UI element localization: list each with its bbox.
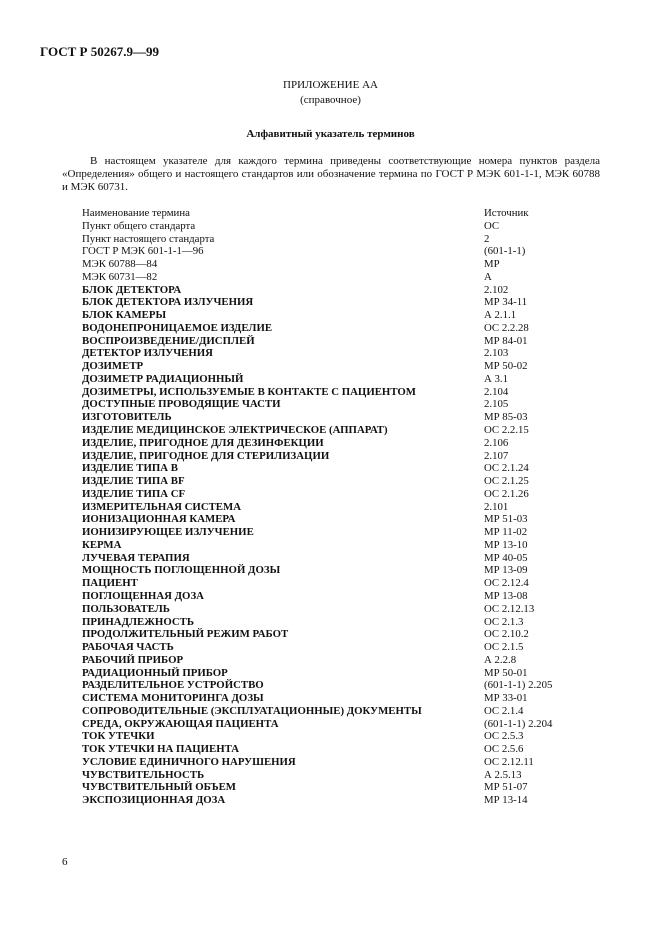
term-row xyxy=(82,296,602,309)
term-source: ОС 2.12.11 xyxy=(484,755,534,768)
term-source: МР 84-01 xyxy=(484,334,528,347)
term-source: (601-1-1) xyxy=(484,245,526,258)
term-source: ОС 2.12.4 xyxy=(484,577,529,590)
term-source: 2.102 xyxy=(484,283,509,296)
term-name: ИЗДЕЛИЕ, ПРИГОДНОЕ ДЛЯ ДЕЗИНФЕКЦИИ xyxy=(82,436,324,449)
term-source: МР 51-03 xyxy=(484,513,528,526)
term-row xyxy=(82,577,602,590)
page-number: 6 xyxy=(62,856,68,868)
term-source: ОС 2.1.4 xyxy=(484,704,524,717)
term-source: А 3.1 xyxy=(484,372,508,385)
term-source: ОС 2.10.2 xyxy=(484,628,529,641)
term-name: ИЗДЕЛИЕ ТИПА CF xyxy=(82,487,186,500)
term-name: ДЕТЕКТОР ИЗЛУЧЕНИЯ xyxy=(82,347,213,360)
term-row xyxy=(82,730,602,743)
appendix-subtitle: (справочное) xyxy=(300,94,361,106)
term-name: ИЗДЕЛИЕ, ПРИГОДНОЕ ДЛЯ СТЕРИЛИЗАЦИИ xyxy=(82,449,330,462)
legend-row xyxy=(82,258,602,271)
term-source: 2.101 xyxy=(484,500,509,513)
legend-row xyxy=(82,207,602,220)
term-name: ДОЗИМЕТР xyxy=(82,360,144,373)
term-name: ИЗГОТОВИТЕЛЬ xyxy=(82,411,172,424)
term-name: ПРИНАДЛЕЖНОСТЬ xyxy=(82,615,195,628)
term-source: МР 85-03 xyxy=(484,411,528,424)
term-name: ПОГЛОЩЕННАЯ ДОЗА xyxy=(82,589,204,602)
term-source: МР xyxy=(484,258,500,271)
term-name: ГОСТ Р МЭК 601-1-1—96 xyxy=(82,245,204,258)
term-row xyxy=(82,641,602,654)
term-name: РАБОЧИЙ ПРИБОР xyxy=(82,653,184,666)
term-row xyxy=(82,769,602,782)
term-name: Пункт настоящего стандарта xyxy=(82,232,215,245)
term-name: ВОДОНЕПРОНИЦАЕМОЕ ИЗДЕЛИЕ xyxy=(82,321,273,334)
term-name: СОПРОВОДИТЕЛЬНЫЕ (ЭКСПЛУАТАЦИОННЫЕ) ДОКУМЕНТЫ xyxy=(82,704,422,717)
term-row xyxy=(82,322,602,335)
term-row xyxy=(82,398,602,411)
term-name: ИОНИЗИРУЮЩЕЕ ИЗЛУЧЕНИЕ xyxy=(82,526,254,539)
term-index-list xyxy=(82,207,602,807)
term-source: ОС 2.1.5 xyxy=(484,641,524,654)
term-row xyxy=(82,552,602,565)
term-name: ПРОДОЛЖИТЕЛЬНЫЙ РЕЖИМ РАБОТ xyxy=(82,628,289,641)
term-source: ОС 2.1.25 xyxy=(484,475,529,488)
term-name: ИЗДЕЛИЕ ТИПА B xyxy=(82,462,178,475)
term-source: 2 xyxy=(484,232,490,245)
term-name: ПАЦИЕНТ xyxy=(82,577,138,590)
term-row xyxy=(82,450,602,463)
term-name: ЭКСПОЗИЦИОННАЯ ДОЗА xyxy=(82,794,226,807)
term-name: Пункт общего стандарта xyxy=(82,219,196,232)
term-row xyxy=(82,654,602,667)
term-name: ИЗДЕЛИЕ ТИПА BF xyxy=(82,475,185,488)
term-row xyxy=(82,411,602,424)
term-source: ОС 2.1.24 xyxy=(484,462,529,475)
term-row xyxy=(82,679,602,692)
term-source: МР 13-09 xyxy=(484,564,528,577)
term-row xyxy=(82,373,602,386)
term-name: ИОНИЗАЦИОННАЯ КАМЕРА xyxy=(82,513,236,526)
term-row xyxy=(82,667,602,680)
term-source: ОС 2.1.26 xyxy=(484,487,529,500)
term-name: СРЕДА, ОКРУЖАЮЩАЯ ПАЦИЕНТА xyxy=(82,717,279,730)
term-row xyxy=(82,628,602,641)
term-source: А xyxy=(484,270,492,283)
term-source: ОС 2.2.15 xyxy=(484,424,529,437)
term-name: МЭК 60788—84 xyxy=(82,258,158,271)
term-row xyxy=(82,794,602,807)
term-name: УСЛОВИЕ ЕДИНИЧНОГО НАРУШЕНИЯ xyxy=(82,755,296,768)
term-name: ИЗМЕРИТЕЛЬНАЯ СИСТЕМА xyxy=(82,500,242,513)
term-row xyxy=(82,705,602,718)
term-name: БЛОК ДЕТЕКТОРА xyxy=(82,283,182,296)
term-row xyxy=(82,424,602,437)
term-row xyxy=(82,743,602,756)
term-row xyxy=(82,386,602,399)
term-row xyxy=(82,475,602,488)
appendix-title: ПРИЛОЖЕНИЕ АА xyxy=(283,79,378,91)
term-name: БЛОК КАМЕРЫ xyxy=(82,309,167,322)
term-source: Источник xyxy=(484,207,529,219)
term-source: 2.104 xyxy=(484,385,509,398)
term-name: ТОК УТЕЧКИ xyxy=(82,730,155,743)
legend-row xyxy=(82,271,602,284)
term-source: МР 40-05 xyxy=(484,551,528,564)
term-row xyxy=(82,360,602,373)
legend-row xyxy=(82,245,602,258)
term-row xyxy=(82,437,602,450)
term-name: КЕРМА xyxy=(82,538,122,551)
term-name: ДОЗИМЕТР РАДИАЦИОННЫЙ xyxy=(82,372,244,385)
term-row xyxy=(82,501,602,514)
term-name: ДОЗИМЕТРЫ, ИСПОЛЬЗУЕМЫЕ В КОНТАКТЕ С ПАЦИЕНТОМ xyxy=(82,385,416,398)
term-source: МР 13-14 xyxy=(484,794,528,807)
term-row xyxy=(82,564,602,577)
legend-row xyxy=(82,233,602,246)
term-name: ПОЛЬЗОВАТЕЛЬ xyxy=(82,602,170,615)
term-name: ВОСПРОИЗВЕДЕНИЕ/ДИСПЛЕЙ xyxy=(82,334,255,347)
term-name: РАДИАЦИОННЫЙ ПРИБОР xyxy=(82,666,228,679)
term-source: А 2.1.1 xyxy=(484,309,517,322)
term-row xyxy=(82,335,602,348)
term-row xyxy=(82,616,602,629)
term-name: МОЩНОСТЬ ПОГЛОЩЕННОЙ ДОЗЫ xyxy=(82,564,281,577)
term-source: А 2.2.8 xyxy=(484,653,517,666)
term-name: МЭК 60731—82 xyxy=(82,270,158,283)
term-name: ЧУВСТВИТЕЛЬНЫЙ ОБЪЕМ xyxy=(82,781,236,794)
term-row xyxy=(82,539,602,552)
term-source: А 2.5.13 xyxy=(484,768,522,781)
legend-row xyxy=(82,220,602,233)
term-source: 2.106 xyxy=(484,436,509,449)
term-source: МР 13-08 xyxy=(484,589,528,602)
term-name: ЧУВСТВИТЕЛЬНОСТЬ xyxy=(82,768,205,781)
term-row xyxy=(82,462,602,475)
term-name: РАЗДЕЛИТЕЛЬНОЕ УСТРОЙСТВО xyxy=(82,679,264,692)
term-row xyxy=(82,603,602,616)
term-name: РАБОЧАЯ ЧАСТЬ xyxy=(82,641,174,654)
term-row xyxy=(82,590,602,603)
term-source: МР 13-10 xyxy=(484,538,528,551)
term-source: ОС 2.12.13 xyxy=(484,602,535,615)
term-source: ОС 2.5.3 xyxy=(484,730,524,743)
term-source: МР 34-11 xyxy=(484,296,528,309)
term-row xyxy=(82,347,602,360)
term-row xyxy=(82,718,602,731)
term-source: (601-1-1) 2.204 xyxy=(484,717,553,730)
document-header: ГОСТ Р 50267.9—99 xyxy=(40,44,159,59)
term-row xyxy=(82,781,602,794)
term-row xyxy=(82,284,602,297)
term-source: МР 51-07 xyxy=(484,781,528,794)
term-source: ОС 2.1.3 xyxy=(484,615,524,628)
term-source: 2.107 xyxy=(484,449,509,462)
term-row xyxy=(82,526,602,539)
term-row xyxy=(82,488,602,501)
term-name: ДОСТУПНЫЕ ПРОВОДЯЩИЕ ЧАСТИ xyxy=(82,398,281,411)
term-name: БЛОК ДЕТЕКТОРА ИЗЛУЧЕНИЯ xyxy=(82,296,254,309)
term-source: МР 33-01 xyxy=(484,692,528,705)
term-source: МР 50-02 xyxy=(484,360,528,373)
term-source: 2.103 xyxy=(484,347,509,360)
term-source: МР 50-01 xyxy=(484,666,528,679)
term-row xyxy=(82,756,602,769)
term-name: СИСТЕМА МОНИТОРИНГА ДОЗЫ xyxy=(82,692,264,705)
term-row xyxy=(82,309,602,322)
term-source: (601-1-1) 2.205 xyxy=(484,679,553,692)
term-source: ОС 2.2.28 xyxy=(484,321,529,334)
term-source: 2.105 xyxy=(484,398,509,411)
term-name: ТОК УТЕЧКИ НА ПАЦИЕНТА xyxy=(82,743,240,756)
term-name: ИЗДЕЛИЕ МЕДИЦИНСКОЕ ЭЛЕКТРИЧЕСКОЕ (АППАРАТ) xyxy=(82,424,388,437)
term-name: ЛУЧЕВАЯ ТЕРАПИЯ xyxy=(82,551,190,564)
intro-paragraph: В настоящем указателе для каждого термина приведены соответствующие номера пунктов раздела «Определения» общего и настоящего стандартов или обозначение термина по ГОСТ Р МЭК 601-1-1, МЭК 60788 и МЭК 60731. xyxy=(62,155,600,193)
term-source: ОС 2.5.6 xyxy=(484,743,524,756)
term-row xyxy=(82,513,602,526)
term-name: Наименование термина xyxy=(82,207,190,219)
index-heading: Алфавитный указатель терминов xyxy=(246,128,415,140)
term-source: ОС xyxy=(484,219,500,232)
term-source: МР 11-02 xyxy=(484,526,528,539)
term-row xyxy=(82,692,602,705)
